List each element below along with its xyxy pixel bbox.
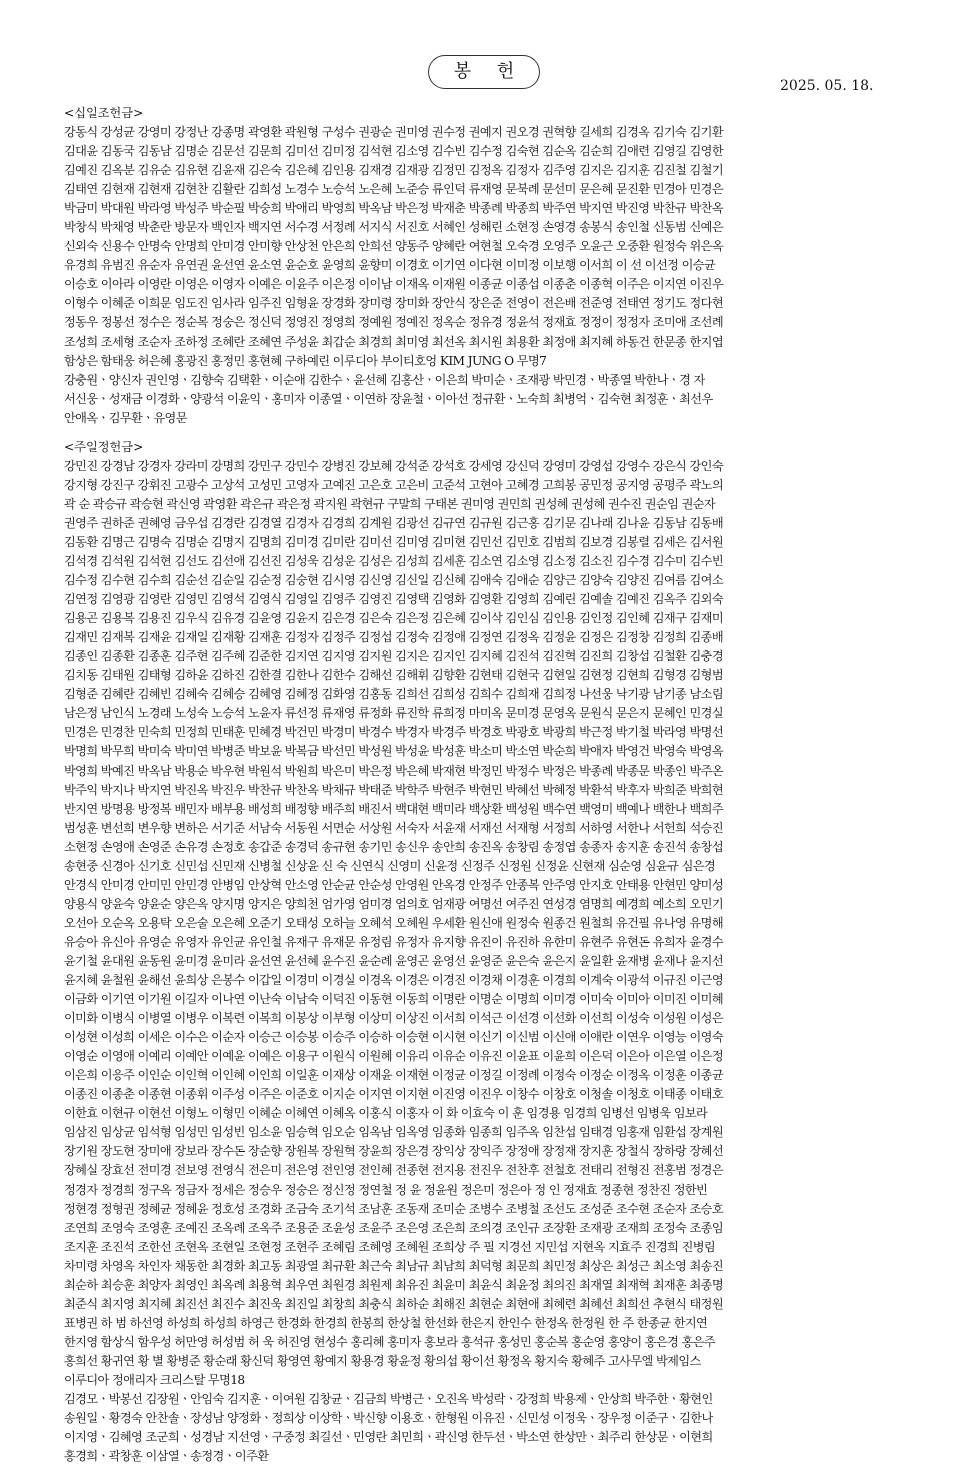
name-line: 강동식 강성균 강영미 강정난 강종명 곽영환 곽원형 구성수 권광순 권미영 권수정 권예지 권오경 권혁향 길세희 김경옥 김기숙 김기환	[64, 125, 724, 139]
page-title: 봉 헌	[428, 55, 540, 89]
name-line: 차미령 차영옥 차인자 채동한 최경화 최고동 최광열 최규환 최근숙 최남규 최남희 최덕형 최문희 최민정 최상은 최성근 최소영 최송진	[64, 1258, 724, 1273]
name-line: 정동우 정봉선 정수은 정순복 정숭은 정신덕 정영진 정영희 정예원 정예진 정옥순 정유경 정윤석 정재효 정정이 정정자 조미애 조선례	[64, 315, 724, 330]
name-line: 박금미 박대원 박라영 박성주 박순필 박숭희 박애리 박영희 박옥남 박은정 박재춘 박종례 박종희 박주연 박지연 박진영 박찬규 박찬옥	[64, 201, 724, 216]
name-line: 김대윤 김동국 김동남 김명순 김문선 김문희 김미선 김미정 김석현 김소영 김수빈 김수정 김숙현 김순옥 김순희 김애련 김영길 김영한	[64, 144, 724, 159]
name-line: 김치동 김태원 김태형 김하윤 김하진 김한결 김한나 김한수 김해선 김해휘 김향환 김현태 김현국 김현일 김현정 김현희 김형경 김형범	[64, 668, 724, 683]
section-heading: <주일정헌금>	[64, 439, 144, 454]
name-line: 홍희선 황귀연 황 별 황병준 황순래 황신덕 황영연 황예지 황용경 황윤정 황의섭 황이선 황정옥 황지숙 황혜주 고사무엘 박제임스	[64, 1353, 701, 1368]
name-line: 이지영ㆍ김혜영 조군희ㆍ성경남 지선영ㆍ구중정 최길선ㆍ민영란 최민희ㆍ곽신영 한두선ㆍ박소연 한상만ㆍ최주리 한상문ㆍ이현희	[64, 1430, 713, 1445]
name-line: 이영순 이영애 이예리 이예안 이예윤 이예은 이용구 이원식 이원혜 이유리 이유순 이유진 이윤표 이윤희 이은덕 이은아 이은열 이은정	[64, 1049, 724, 1064]
name-line: 최준식 최지영 최지혜 최진선 최진수 최진욱 최진일 최창희 최충식 최하순 최해진 최현순 최현애 최혜련 최혜선 최희선 추현식 태정원	[64, 1296, 724, 1311]
offering-list	[64, 104, 910, 1466]
name-line: 김형준 김혜란 김혜빈 김혜숙 김혜승 김혜영 김혜정 김화영 김홍동 김희선 김희성 김희수 김희재 김희정 나선웅 낙기광 남기종 남소림	[64, 687, 724, 702]
name-line: 김재민 김재복 김재윤 김재일 김재황 김재훈 김정자 김정주 김정섭 김정숙 김정애 김정연 김정옥 김정윤 김정은 김정창 김정희 김종배	[64, 630, 724, 645]
name-line: 이종진 이종춘 이종현 이종휘 이주성 이주은 이준호 이지순 이지연 이지현 이진영 이진우 이창수 이창호 이청솔 이청호 이태종 이태호	[64, 1087, 724, 1102]
name-line: 김태연 김현재 김현재 김현찬 김활란 김희성 노경수 노승석 노은혜 노준승 류인덕 류재영 문북례 문선미 문은혜 문진환 민경아 민경은	[64, 182, 724, 197]
name-line: 송원일ㆍ황경숙 안찬솔ㆍ장성남 양정화ㆍ정희상 이상학ㆍ박신향 이용호ㆍ한형원 이유진ㆍ신민성 이정욱ㆍ장우정 이준구ㆍ김한나	[64, 1411, 713, 1426]
name-line: 조지훈 조진석 조한선 조현옥 조현일 조현정 조현주 조혜림 조혜영 조혜원 조희상 주 필 지경선 지민섭 지현옥 지효주 진경희 진병림	[64, 1239, 716, 1254]
name-line: 권영주 권하준 권혜영 금우섭 김경란 김경열 김경자 김경희 김계원 김광선 김규연 김규원 김근홍 김기문 김나래 김나윤 김동남 김동배	[64, 515, 724, 530]
name-line: 김경모ㆍ박봉선 김장원ㆍ안임숙 김지훈ㆍ이여원 김창균ㆍ김금희 박병근ㆍ오진옥 박성락ㆍ강정희 박용제ㆍ안상희 박주한ㆍ황현인	[64, 1392, 713, 1407]
name-line: 소현정 손영애 손영준 손유경 손정호 송갑준 송경덕 송규현 송기민 송신우 송안희 송진옥 송창림 송정엽 송종자 송지훈 송진석 송창섭	[64, 839, 724, 854]
name-line: 강민진 강경남 강경자 강라미 강명희 강민구 강민수 강병진 강보혜 강석준 강석호 강세영 강신덕 강영미 강영섭 강영수 강은식 강인숙	[64, 458, 724, 473]
name-line: 반지연 방명용 방정복 배민자 배부용 배성희 배정향 배주희 배진서 백대현 백미라 백상환 백성원 백수연 백영미 백예나 백한나 백희주	[64, 801, 724, 816]
name-line: 장혜실 장효선 전미경 전보영 전영식 전은미 전은영 전인영 전인혜 전종현 전지용 전진우 전찬후 전철호 전태리 전형진 전홍범 정경은	[64, 1163, 724, 1178]
name-line: 김예진 김옥분 김유순 김유현 김윤재 김은숙 김은혜 김인용 김재경 김재광 김정민 김정옥 김정자 김주영 김지은 김지훈 김진철 김철기	[64, 163, 724, 178]
name-line: 김수정 김수현 김수희 김순선 김순일 김순정 김숭현 김시영 김신영 김신일 김신혜 김애숙 김애순 김양근 김양숙 김양진 김여름 김여소	[64, 573, 724, 588]
name-line: 범성훈 변선희 변우향 변하은 서기준 서남숙 서동원 서면순 서상원 서숙자 서윤재 서재선 서재형 서정희 서하영 서한나 서헌희 석승진	[64, 820, 724, 835]
name-line: 유승아 유신아 유영순 유영자 유인균 유인철 유재구 유재문 유정림 유정자 유지향 유진이 유진하 유한미 유현주 유현돈 유희자 윤경수	[64, 934, 724, 949]
name-line: 김종인 김종환 김종훈 김주현 김주혜 김준한 김지연 김지영 김지원 김지은 김지인 김지혜 김진석 김진혁 김진희 김창섭 김철환 김충경	[64, 649, 724, 664]
name-line: 이금화 이기연 이기원 이길자 이나연 이난숙 이남숙 이덕진 이동현 이동희 이명란 이명순 이명희 이미경 이미숙 이미아 이미진 이미혜	[64, 992, 724, 1007]
name-line: 최순하 최승훈 최양자 최영인 최옥례 최용혁 최우연 최원경 최원제 최유진 최윤미 최윤식 최윤정 최의진 최재열 최재혁 최재훈 최종명	[64, 1277, 724, 1292]
name-line: 박주익 박지나 박지연 박진옥 박진우 박찬규 박찬옥 박채규 박태준 박학주 박현주 박현민 박혜선 박혜정 박환석 박후자 박희준 박희현	[64, 782, 724, 797]
date-label: 2025. 05. 18.	[780, 78, 874, 94]
name-line: 윤기철 윤대원 윤동원 윤미경 윤미라 윤선연 윤선혜 윤수진 윤순례 윤영곤 윤영선 윤영준 윤은숙 윤은지 윤일환 윤재병 윤재나 윤지선	[64, 953, 724, 968]
name-line: 홍경희ㆍ곽창훈 이삼열ㆍ송정경ㆍ이주환	[64, 1449, 269, 1464]
name-line: 표병권 하 범 하선영 하성희 하성희 하영근 한경화 한경희 한봉희 한상철 한선화 한은지 한인수 한정옥 한정원 한 주 한종균 한지연	[64, 1315, 708, 1330]
name-line: 서신웅ㆍ성재금 이경화ㆍ양광석 이윤익ㆍ홍미자 이종열ㆍ이연하 장윤철ㆍ이아선 정규환ㆍ노숙희 최병억ㆍ김숙현 최정훈ㆍ최선우	[64, 391, 713, 406]
name-line: 이은희 이응주 이인순 이인혁 이인혜 이인희 이일훈 이재상 이재윤 이재현 이정균 이정길 이정례 이정숙 이정순 이정옥 이정훈 이종균	[64, 1068, 724, 1083]
name-line: 남은정 남인식 노경래 노성숙 노승석 노윤자 류선정 류재영 류정화 류진학 류희정 마미옥 문미경 문영옥 문원식 문은지 문혜인 민경실	[64, 706, 724, 721]
name-line: 이루디아 정애리자 크리스탈 무명18	[64, 1373, 245, 1387]
name-line: 안애옥ㆍ김무환ㆍ유영문	[64, 410, 187, 425]
name-line: 송현중 신경아 신기호 신민섭 신민재 신병철 신상윤 신 숙 신연식 신영미 신윤정 신정주 신정원 신정윤 신현재 심순영 심윤규 심은경	[64, 858, 716, 873]
name-line: 김동환 김명근 김명숙 김명순 김명지 김명희 김미경 김미란 김미선 김미영 김미현 김민선 김민호 김범희 김보경 김봉렬 김세은 김서원	[64, 534, 724, 549]
name-line: 김연정 김영광 김영란 김영민 김영석 김영식 김영일 김영주 김영진 김영택 김영화 김영환 김영희 김예린 김예솔 김예진 김옥주 김외숙	[64, 592, 724, 607]
name-line: 이미화 이병식 이병열 이병우 이복련 이복희 이봉상 이부형 이상미 이상진 이서희 이석근 이선경 이선화 이선희 이성숙 이성원 이성은	[64, 1011, 724, 1026]
name-line: 함상은 함태웅 허은혜 홍광진 홍정민 홍현혜 구하예린 이루디아 부이티호엉 KIM JUNG O 무명7	[64, 353, 547, 368]
name-line: 한지영 함상식 함우성 허만영 허성범 허 욱 허진영 현성수 홍리혜 홍미자 홍보라 홍석규 홍성민 홍순복 홍순영 홍양이 홍은경 홍은주	[64, 1334, 716, 1349]
name-line: 정경자 정경희 정구옥 정금자 정세은 정승우 정숭은 정신정 정연철 정 윤 정윤원 정은미 정은아 정 인 정재효 정종현 정찬진 정한빈	[64, 1182, 708, 1197]
name-line: 김용곤 김용복 김용진 김우식 김유경 김윤영 김윤지 김은경 김은숙 김은정 김은혜 김이삭 김인심 김인용 김인정 김인혜 김재구 김재미	[64, 611, 724, 626]
offering-section	[64, 104, 910, 428]
name-line: 강충원ㆍ양신자 권인영ㆍ김향숙 김택환ㆍ이순애 김한수ㆍ윤선혜 김홍산ㆍ이은희 박미순ㆍ조재광 박민경ㆍ박종열 박한나ㆍ경 자	[64, 372, 705, 387]
name-line: 박영희 박예진 박옥남 박용순 박우현 박원석 박원희 박은미 박은정 박은혜 박재현 박정민 박정수 박정은 박종례 박종문 박종인 박주온	[64, 763, 724, 778]
name-line: 오선아 오순옥 오용탁 오은술 오은혜 오준기 오태성 오하늘 오혜석 오혜원 우세환 원신애 원정숙 원종건 원철희 유건필 유나영 유명해	[64, 915, 724, 930]
name-line: 윤지혜 윤철원 윤해선 윤희상 은봉수 이갑일 이경미 이경실 이경옥 이경은 이경진 이경채 이경훈 이경희 이계숙 이광석 이규진 이근영	[64, 973, 724, 988]
name-line: 민경은 민경찬 민숙희 민정희 민태훈 민혜경 박건민 박경미 박경수 박경자 박경주 박경호 박광호 박광희 박근정 박기철 박라영 박명선	[64, 725, 724, 740]
name-line: 곽 순 곽승규 곽승현 곽신영 곽영환 곽은규 곽은정 곽지원 곽현규 구말희 구태본 권미영 권민희 권성혜 권성혜 권수진 권순임 권순자	[64, 496, 716, 511]
name-line: 정현경 정형권 정혜균 정혜윤 정호성 조경화 조금숙 조기석 조남훈 조동재 조미순 조병수 조병철 조선도 조성준 조수현 조순자 조승호	[64, 1201, 724, 1216]
offering-section	[64, 438, 910, 1466]
name-line: 김석경 김석원 김석현 김선도 김선애 김선진 김성욱 김성운 김성은 김성희 김세훈 김소연 김소영 김소정 김소진 김수경 김수미 김수빈	[64, 553, 724, 568]
name-line: 유경희 유범진 유순자 유연권 윤선연 윤소연 윤순호 윤영희 윤향미 이경호 이기연 이다현 이미정 이보행 이서희 이 선 이선정 이승균	[64, 258, 716, 273]
name-line: 안경식 안미경 안미민 안민경 안병임 안상혁 안소영 안순균 안순성 안영원 안옥경 안정주 안종복 안주영 안지호 안태용 안현민 양미성	[64, 877, 724, 892]
name-line: 이한효 이현규 이현선 이형노 이형민 이혜순 이혜연 이혜옥 이홍식 이홍자 이 화 이효숙 이 훈 임경용 임경희 임병선 임병욱 임보라	[64, 1106, 708, 1121]
name-line: 조연희 조영숙 조영훈 조예진 조옥례 조옥주 조용준 조윤성 조윤주 조은영 조은희 조의경 조인규 조장환 조재광 조재희 조정숙 조종임	[64, 1220, 724, 1235]
name-line: 이승호 이아라 이영란 이영은 이영자 이예은 이윤주 이은정 이이남 이재옥 이재원 이종균 이종섭 이종춘 이종혁 이주은 이지연 이진우	[64, 277, 724, 292]
name-line: 강지형 강진구 강휘진 고광수 고상석 고성민 고영자 고예진 고은호 고은비 고준석 고현아 고혜경 고희봉 공민정 공지영 공평주 곽노의	[64, 477, 724, 492]
name-line: 임삼진 임상균 임석형 임성민 임성빈 임소윤 임승혁 임오순 임옥남 임옥영 임종화 임종희 임주옥 임찬섭 임태경 임홍재 임환섭 장계원	[64, 1125, 724, 1140]
name-line: 신외숙 신용수 안명숙 안명희 안미경 안미향 안상천 안은희 안희선 양동주 양혜란 여현철 오숙경 오영주 오윤근 오중환 원정숙 위은옥	[64, 239, 724, 254]
name-line: 박명희 박무희 박미숙 박미연 박병준 박보윤 박복금 박선민 박성원 박성윤 박성훈 박소미 박소연 박순희 박애자 박영건 박영숙 박영옥	[64, 744, 724, 759]
name-line: 조성희 조세형 조순자 조하정 조혜란 조혜연 주성윤 최갑순 최경희 최미영 최선옥 최시원 최용환 최정애 최지혜 하동건 한문종 한지엽	[64, 334, 724, 349]
name-line: 장기원 장도현 장미애 장보라 장수돈 장순향 장원복 장원혁 장윤희 장은경 장익상 장익주 장정애 장정재 장지훈 장철식 장하랑 장혜선	[64, 1144, 724, 1159]
name-line: 양용식 양윤숙 양윤순 양은옥 양지명 양지은 양희천 엄가영 엄미경 엄의호 엄재광 여명선 여주진 연성경 염명희 예경희 예소희 오민기	[64, 896, 724, 911]
name-line: 이성현 이성희 이세은 이수은 이순자 이승근 이승봉 이승주 이승하 이승현 이시현 이신기 이신범 이신애 이애란 이연우 이영능 이영숙	[64, 1030, 724, 1045]
name-line: 이형수 이혜준 이희문 임도진 임사라 임주진 임형윤 장경화 장미령 장미화 장안식 장은준 전영이 전은배 전준영 전태연 정기도 정다현	[64, 296, 724, 311]
section-heading: <십일조헌금>	[64, 106, 144, 120]
name-line: 박창식 박채영 박춘란 방문자 백인자 백지연 서수경 서정례 서지식 서진호 서혜인 성해린 소현정 손영경 송봉식 송인철 신동범 신예은	[64, 220, 724, 235]
